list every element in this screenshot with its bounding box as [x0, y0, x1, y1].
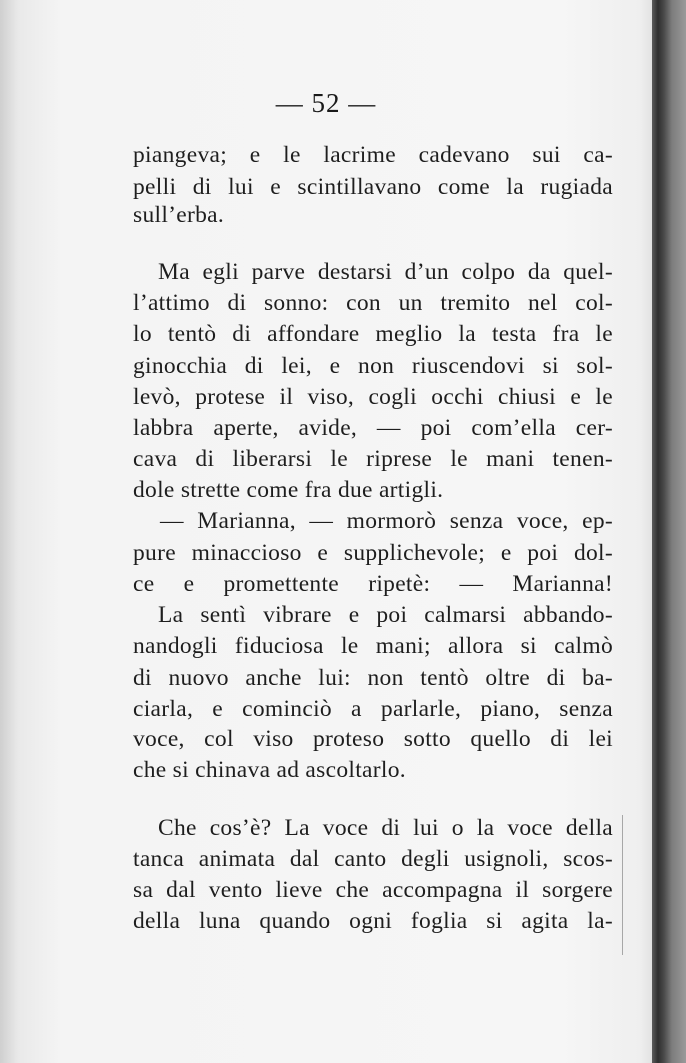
text-line: ce e promettente ripetè: — Marianna! — [133, 571, 613, 597]
text-line: pure minaccioso e supplichevole; e poi dol- — [133, 540, 613, 566]
text-line: nandogli fiduciosa le mani; allora si calmò — [133, 633, 613, 659]
text-line: sull’erba. — [133, 202, 225, 228]
book-spine-shadow — [652, 0, 686, 1063]
text-line: dole strette come fra due artigli. — [133, 477, 444, 503]
text-line: della luna quando ogni foglia si agita la- — [133, 908, 613, 934]
text-line: che si chinava ad ascoltarlo. — [133, 757, 406, 783]
text-line: piangeva; e le lacrime cadevano sui ca- — [133, 142, 613, 168]
text-line: voce, col viso proteso sotto quello di lei — [133, 726, 613, 752]
text-line: Ma egli parve destarsi d’un colpo da quel- — [158, 259, 613, 285]
margin-pencil-mark — [622, 815, 623, 955]
text-line: — Marianna, — mormorò senza voce, ep- — [160, 508, 613, 534]
text-line: labbra aperte, avide, — poi com’ella cer- — [133, 415, 613, 441]
text-line: sa dal vento lieve che accompagna il sorgere — [133, 877, 613, 903]
text-line: ginocchia di lei, e non riuscendovi si sol- — [133, 353, 613, 379]
text-line: levò, protese il viso, cogli occhi chiusi e le — [133, 384, 613, 410]
page-number: — 52 — — [275, 88, 377, 118]
text-line: La sentì vibrare e poi calmarsi abbando- — [158, 602, 613, 628]
text-line: pelli di lui e scintillavano come la rugiada — [133, 174, 613, 200]
text-line: tanca animata dal canto degli usignoli, scos- — [133, 846, 613, 872]
text-line: l’attimo di sonno: con un tremito nel col- — [133, 290, 613, 316]
text-line: Che cos’è? La voce di lui o la voce della — [158, 815, 613, 841]
text-line: ciarla, e cominciò a parlarle, piano, senza — [133, 696, 613, 722]
text-line: di nuovo anche lui: non tentò oltre di ba- — [133, 665, 613, 691]
text-line: lo tentò di affondare meglio la testa fra le — [133, 321, 613, 347]
text-line: cava di liberarsi le riprese le mani tenen- — [133, 446, 613, 472]
